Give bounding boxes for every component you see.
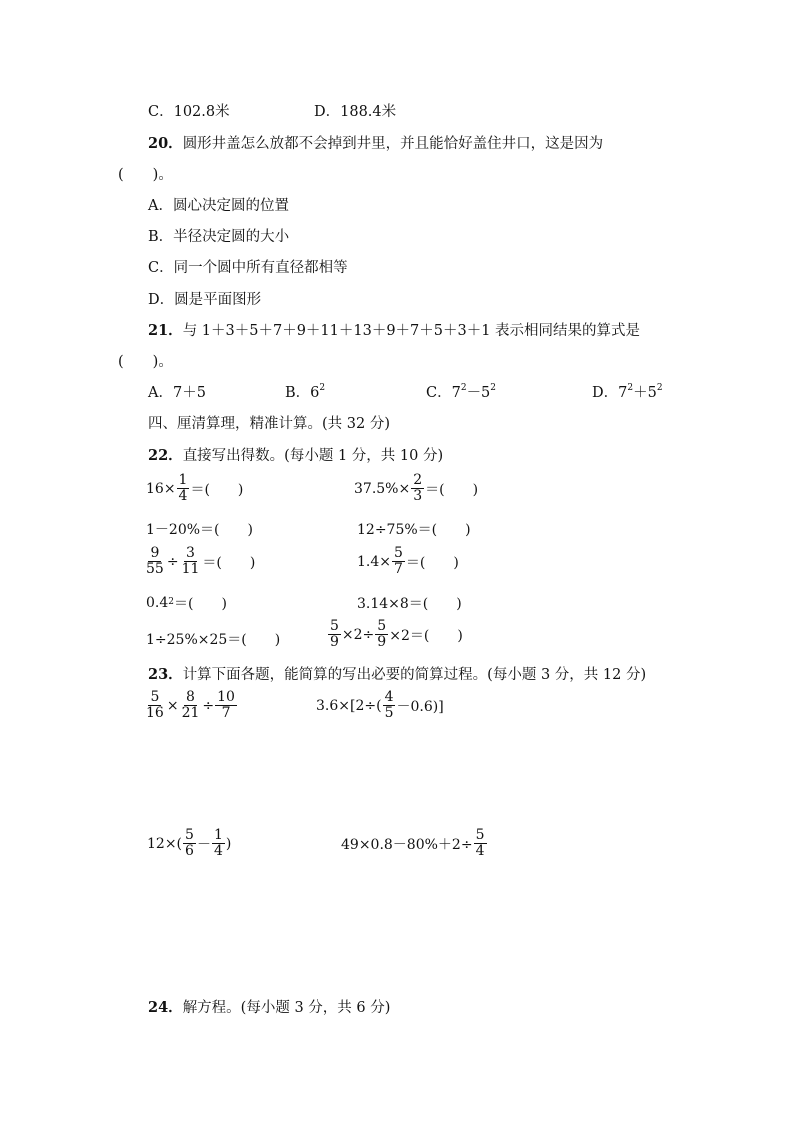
q22-item-j: $\frac{5}{9}$ ×2÷ $\frac{5}{9}$ ×2＝( ): [330, 618, 463, 650]
q20-stem-text: 圆形井盖怎么放都不会掉到井里，并且能恰好盖住井口，这是因为: [182, 136, 604, 152]
q23-problem-2: 3.6×[2÷( $\frac{4}{5}$ －0.6)]: [316, 689, 444, 721]
q20-option-a: A．圆心决定圆的位置: [148, 198, 289, 214]
q21-option-d: D．$7^2+5^2$: [592, 383, 663, 401]
q23-number: 23．: [148, 666, 183, 683]
q21-blank: ( )。: [118, 354, 173, 370]
q22-item-g: 0.4 $^2$ ＝( ): [146, 595, 227, 612]
section-4-title: 四、厘清算理，精准计算。(共 32 分): [148, 416, 390, 432]
q22-item-h: 3.14×8＝( ): [357, 596, 462, 612]
q23-title: 23．计算下面各题，能简算的写出必要的简算过程。(每小题 3 分，共 12 分): [148, 666, 647, 683]
q22-title: 22．直接写出得数。(每小题 1 分，共 10 分): [148, 447, 444, 464]
q22-item-i: 1÷25%×25＝( ): [146, 632, 281, 648]
q19-option-d: D．188.4米: [314, 104, 397, 120]
q19-option-c: C．102.8米: [148, 104, 230, 120]
q23-problem-3: 12×( $\frac{5}{6}$ － $\frac{1}{4}$ ): [147, 827, 232, 859]
q22-item-b: 37.5%× $\frac{2}{3}$ ＝( ): [354, 472, 479, 504]
q22-item-e: $\frac{9}{55}$ ÷ $\frac{3}{11}$ ＝( ): [146, 545, 256, 577]
q20-blank: ( )。: [118, 167, 173, 183]
q22-number: 22．: [148, 447, 183, 464]
q20-option-b: B．半径决定圆的大小: [148, 229, 290, 245]
q21-stem: [148, 322, 640, 340]
q24-number: 24．: [148, 999, 183, 1016]
q22-item-d: 12÷75%＝( ): [357, 522, 471, 538]
q20-option-d: D．圆是平面图形: [148, 292, 262, 308]
q21-option-b: B．$6^2$: [285, 383, 326, 401]
q22-item-c: 1－20%＝( ): [146, 522, 253, 538]
q21-option-a: A．7＋5: [148, 385, 206, 401]
q24-title: 24．解方程。(每小题 3 分，共 6 分): [148, 999, 391, 1016]
q22-item-a: 16× $\frac{1}{4}$ ＝( ): [146, 472, 244, 504]
q20-option-c: C．同一个圆中所有直径都相等: [148, 260, 348, 276]
q22-item-f: 1.4× $\frac{5}{7}$ ＝( ): [357, 545, 459, 577]
q21-option-c: C．$7^2-5^2$: [426, 383, 497, 401]
q20-number: 20．: [148, 135, 183, 152]
q21-stem-text: 与 1＋3＋5＋7＋9＋11＋13＋9＋7＋5＋3＋1 表示相同结果的算式是: [182, 323, 641, 339]
q21-number: 21．: [148, 322, 183, 339]
q20-stem: [148, 135, 603, 153]
q23-problem-4: 49×0.8－80%＋2÷ $\frac{5}{4}$: [341, 827, 485, 859]
q23-problem-1: $\frac{5}{16}$ × $\frac{8}{21}$ ÷ $\frac{10}{7}$: [146, 689, 235, 721]
